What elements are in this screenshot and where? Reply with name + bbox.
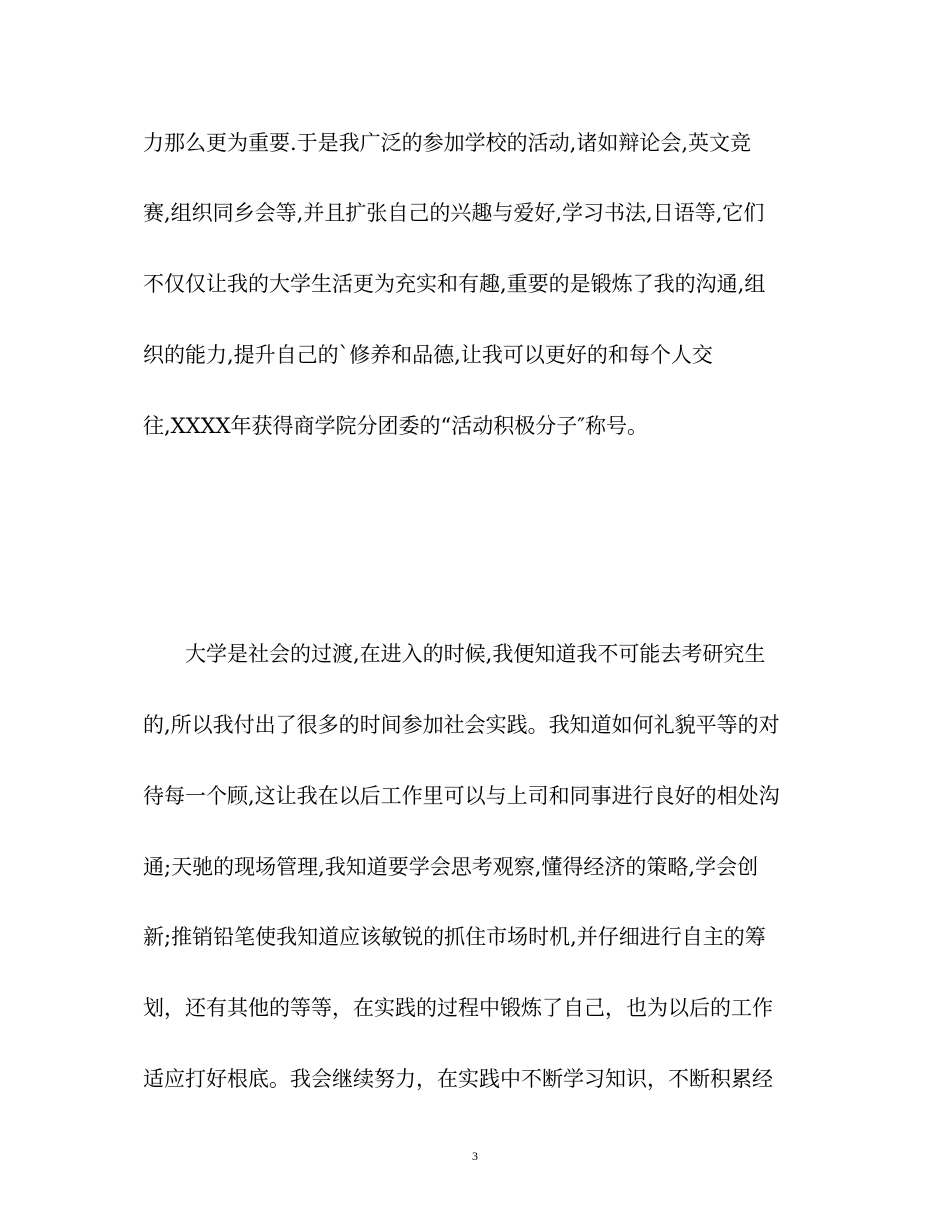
paragraph-line: 往,XXXX年获得商学院分团委的“活动积极分子″称号。 [143, 414, 649, 438]
paragraph-line: 织的能力,提升自己的`修养和品德,让我可以更好的和每个人交 [143, 343, 713, 367]
paragraph-line: 力那么更为重要.于是我广泛的参加学校的活动,诸如辩论会,英文竞 [143, 131, 752, 155]
paragraph-line: 赛,组织同乡会等,并且扩张自己的兴趣与爱好,学习书法,日语等,它们 [143, 201, 765, 225]
paragraph-line: 的,所以我付出了很多的时间参加社会实践。我知道如何礼貌平等的对 [143, 713, 780, 737]
paragraph-line: 通;天驰的现场管理,我知道要学会思考观察,懂得经济的策略,学会创 [143, 855, 759, 879]
paragraph-line: 划，还有其他的等等，在实践的过程中锻炼了自己，也为以后的工作 [143, 996, 773, 1020]
paragraph-line: 不仅仅让我的大学生活更为充实和有趣,重要的是锻炼了我的沟通,组 [143, 272, 766, 296]
paragraph-line: 大学是社会的过渡,在进入的时候,我便知道我不可能去考研究生 [185, 642, 766, 666]
paragraph-line: 待每一个顾,这让我在以后工作里可以与上司和同事进行良好的相处沟 [143, 784, 780, 808]
paragraph-line: 适应打好根底。我会继续努力，在实践中不断学习知识，不断积累经 [143, 1067, 773, 1091]
page-number: 3 [472, 1149, 478, 1163]
paragraph-line: 新;推销铅笔使我知道应该敏锐的抓住市场时机,并仔细进行自主的筹 [143, 925, 766, 949]
